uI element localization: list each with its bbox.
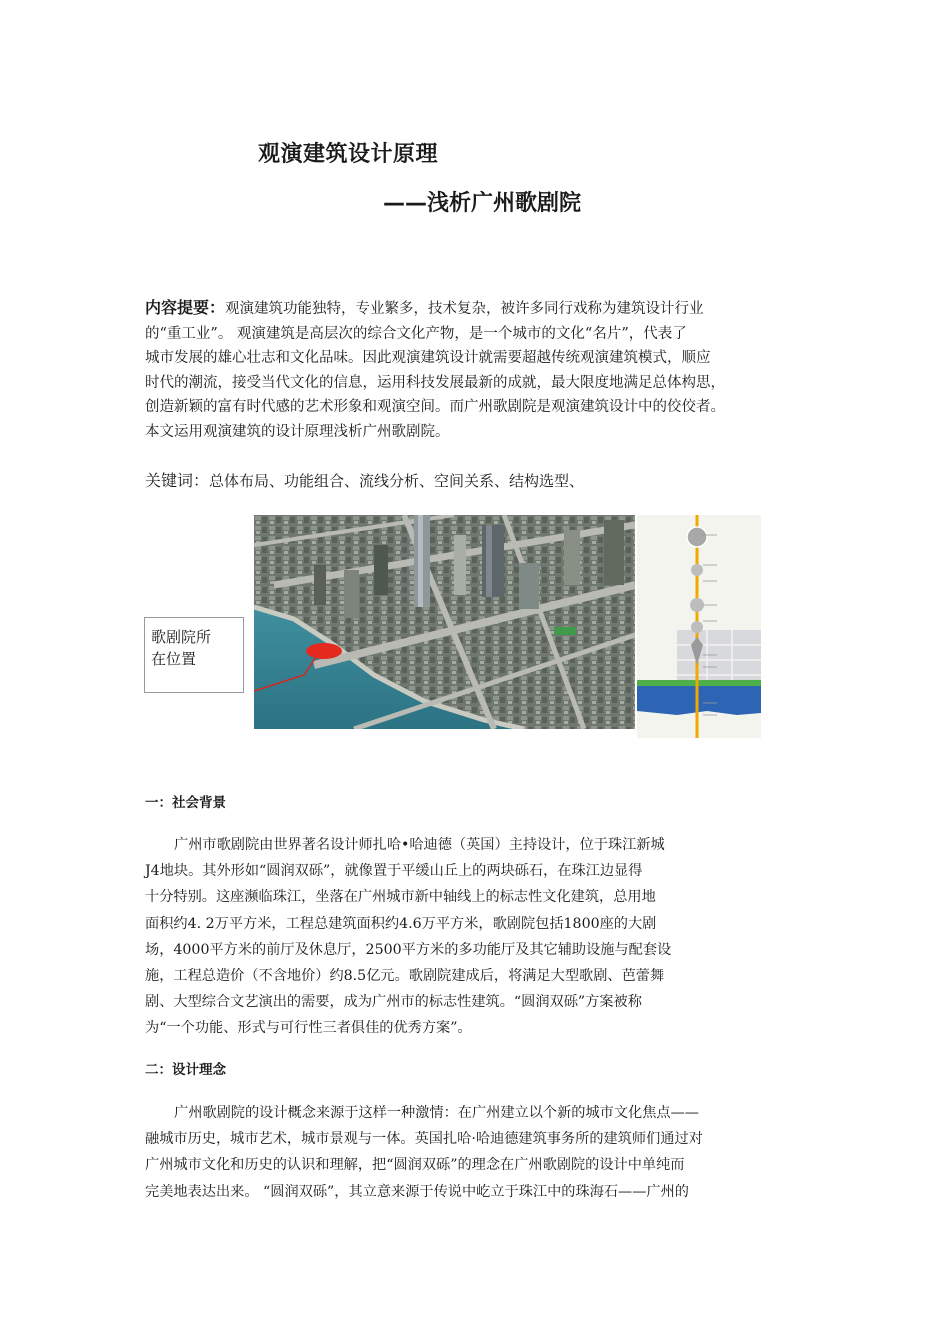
- paragraph-line: 融城市历史，城市艺术，城市景观与一体。英国扎哈·哈迪德建筑事务所的建筑师们通过对: [145, 1131, 703, 1148]
- abstract-label: 内容提要：: [145, 298, 226, 317]
- abstract-line: 时代的潮流，接受当代文化的信息，运用科技发展最新的成就，最大限度地满足总体构思，: [145, 374, 725, 391]
- abstract-line: 的“重工业”。 观演建筑是高层次的综合文化产物，是一个城市的文化“名片”，代表了: [145, 325, 687, 342]
- paragraph-line: 广州歌剧院的设计概念来源于这样一种激情：在广州建立以个新的城市文化焦点——: [174, 1105, 699, 1121]
- paragraph-line: J4地块。其外形如“圆润双砾”，就像置于平缓山丘上的两块砾石，在珠江边显得: [145, 863, 643, 880]
- keywords-label: 关键词：: [145, 471, 210, 490]
- abstract-line-1: [145, 296, 810, 322]
- aerial-map-graphic: [254, 515, 635, 729]
- paragraph-line: 面积约4. 2万平方米，工程总建筑面积约4.6万平方米，歌剧院包括1800座的大剧: [145, 915, 657, 932]
- paragraph-line: 场，4000平方米的前厅及休息厅，2500平方米的多功能厅及其它辅助设施与配套设: [145, 941, 672, 958]
- city-axis-diagram-image: [637, 515, 761, 738]
- paragraph-line: 广州市歌剧院由世界著名设计师扎哈•哈迪德（英国）主持设计，位于珠江新城: [174, 837, 665, 853]
- paragraph-line: 完美地表达出来。 “圆润双砾”，其立意来源于传说中屹立于珠江中的珠海石——广州的: [145, 1183, 689, 1200]
- section-2-paragraph: [145, 1100, 810, 1205]
- abstract-text: 观演建筑功能独特，专业繁多，技术复杂，被许多同行戏称为建筑设计行业: [225, 301, 704, 317]
- document-subtitle: ——浅析广州歌剧院: [383, 191, 582, 216]
- abstract-line: 本文运用观演建筑的设计原理浅析广州歌剧院。: [145, 423, 450, 440]
- abstract-block: [145, 296, 810, 445]
- abstract-line: 城市发展的雄心壮志和文化品味。因此观演建筑设计就需要超越传统观演建筑模式，顺应: [145, 350, 711, 367]
- figure-caption-line: 歌剧院所: [151, 628, 212, 646]
- paragraph-line: 十分特别。这座濒临珠江，坐落在广州城市新中轴线上的标志性文化建筑，总用地: [145, 889, 656, 906]
- axis-diagram-graphic: [637, 515, 761, 738]
- document-title: 观演建筑设计原理: [258, 142, 439, 167]
- aerial-city-map-image: [254, 515, 635, 729]
- section-1-heading: 一：社会背景: [145, 795, 226, 811]
- figure-caption-box: [144, 617, 244, 693]
- section-1-paragraph: [145, 832, 810, 1042]
- section-2-heading: 二：设计理念: [145, 1062, 226, 1078]
- figure-caption-line: 在位置: [151, 650, 197, 668]
- paragraph-line: 为“一个功能、形式与可行性三者俱佳的优秀方案”。: [145, 1020, 472, 1037]
- keywords-text: 总体布局、功能组合、流线分析、空间关系、结构选型、: [209, 472, 585, 490]
- paragraph-line: 施，工程总造价（不含地价）约8.5亿元。歌剧院建成后，将满足大型歌剧、芭蕾舞: [145, 968, 665, 985]
- paragraph-line: 剧、大型综合文艺演出的需要，成为广州市的标志性建筑。“圆润双砾”方案被称: [145, 994, 642, 1011]
- keywords-line: [145, 468, 584, 491]
- paragraph-line: 广州城市文化和历史的认识和理解，把“圆润双砾”的理念在广州歌剧院的设计中单纯而: [145, 1157, 685, 1174]
- abstract-line: 创造新颖的富有时代感的艺术形象和观演空间。而广州歌剧院是观演建筑设计中的佼佼者。: [145, 399, 725, 416]
